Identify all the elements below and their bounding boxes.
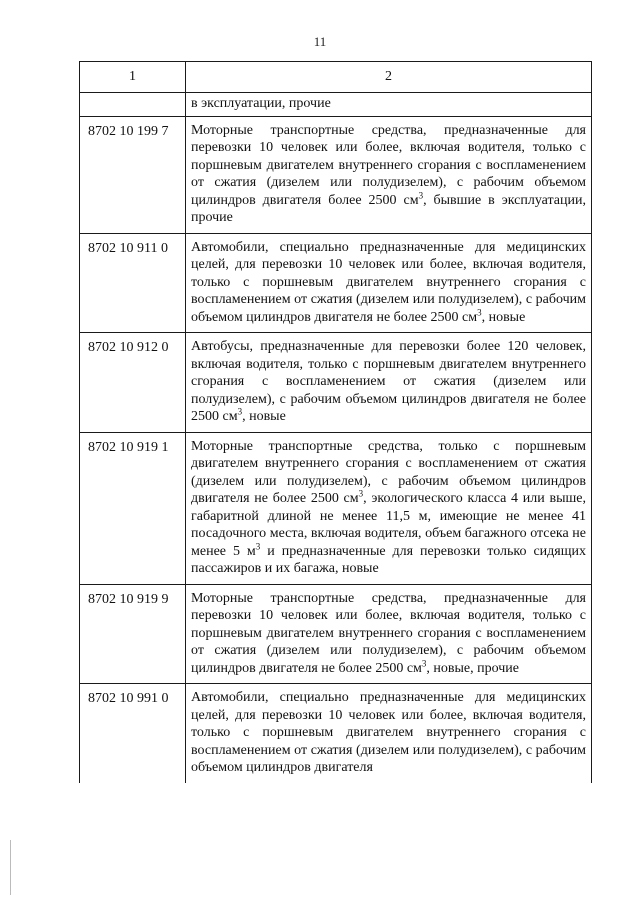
superscript: 3 <box>255 540 261 551</box>
description-text: , новые, прочие <box>426 660 520 676</box>
superscript: 3 <box>358 488 364 499</box>
table-row <box>80 116 592 233</box>
description-text: Автомобили, специально предназначенные для медицинских целей, для перевозки 10 человек или более, включая водителя, только с поршневым двигателем внутреннего сгорания с воспламенением от сжатия (дизелем или полудизелем), с рабочим объемом цилиндров двигателя не более 2500 см <box>191 239 586 325</box>
description-text: Автобусы, предназначенные для перевозки более 120 человек, включая водителя, только с поршневым двигателем внутреннего сгорания с воспламенением от сжатия (дизелем или полудизелем), с рабочим объемом цилиндров двигателя не более 2500 см <box>191 339 586 424</box>
description-text: Автомобили, специально предназначенные для медицинских целей, для перевозки 10 человек или более, включая водителя, только с поршневым двигателем внутреннего сгорания с воспламенением от сжатия (дизелем или полудизелем), с рабочим объемом цилиндров двигателя <box>191 690 586 775</box>
hs-code-cell: 8702 10 911 0 <box>80 233 186 333</box>
superscript: 3 <box>418 189 424 200</box>
tariff-code-table <box>79 61 592 783</box>
description-text: в эксплуатации, прочие <box>191 96 331 111</box>
description-text: , бывшие в эксплуатации, прочие <box>191 192 586 225</box>
description-text: , новые <box>242 409 286 424</box>
hs-code-cell <box>80 93 186 117</box>
hs-code-cell: 8702 10 199 7 <box>80 116 186 233</box>
table-header-row <box>80 62 592 93</box>
description-cell <box>186 684 592 783</box>
description-cell <box>186 584 592 684</box>
table-row <box>80 584 592 684</box>
hs-code-cell: 8702 10 912 0 <box>80 333 186 433</box>
hs-code-cell: 8702 10 919 1 <box>80 432 186 584</box>
column-header-description: 2 <box>186 62 592 93</box>
superscript: 3 <box>477 306 482 317</box>
page-number: 11 <box>313 34 327 49</box>
superscript: 3 <box>421 657 427 668</box>
description-text: и предназначенные для перевозки только сидящих пассажиров и их багажа, новые <box>191 543 586 576</box>
table-body <box>80 93 592 783</box>
superscript: 3 <box>237 406 243 417</box>
description-cell <box>186 432 592 584</box>
hs-code-cell: 8702 10 991 0 <box>80 684 186 783</box>
description-cell <box>186 93 592 117</box>
table-row <box>80 233 592 333</box>
description-cell <box>186 233 592 333</box>
description-text: Моторные транспортные средства, предназначенные для перевозки 10 человек или более, включая водителя, только с поршневым двигателем внутреннего сгорания с воспламенением от сжатия (дизелем или полудизелем), с рабочим объемом цилиндров двигателя более 2500 см <box>191 122 586 208</box>
description-text: Моторные транспортные средства, только с поршневым двигателем внутреннего сгорания с воспламенением от сжатия (дизелем или полудизелем), с рабочим объемом цилиндров двигателя не более 2500 см <box>191 438 586 506</box>
scan-edge-mark <box>10 840 11 895</box>
table-row <box>80 432 592 584</box>
table-row <box>80 684 592 783</box>
table-row <box>80 333 592 433</box>
column-header-code: 1 <box>80 62 186 93</box>
description-cell <box>186 116 592 233</box>
description-cell <box>186 333 592 433</box>
table-row <box>80 93 592 117</box>
description-text: Моторные транспортные средства, предназначенные для перевозки 10 человек или более, включая водителя, только с поршневым двигателем внутреннего сгорания с воспламенением от сжатия (дизелем или полудизелем), с рабочим объемом цилиндров двигателя не более 2500 см <box>191 590 586 676</box>
hs-code-cell: 8702 10 919 9 <box>80 584 186 684</box>
description-text: , экологического класса 4 или выше, габаритной длиной не менее 11,5 м, имеющие не менее 41 посадочного места, включая водителя, объем багажного отсека не менее 5 м <box>191 491 586 559</box>
description-text: , новые <box>481 309 526 325</box>
